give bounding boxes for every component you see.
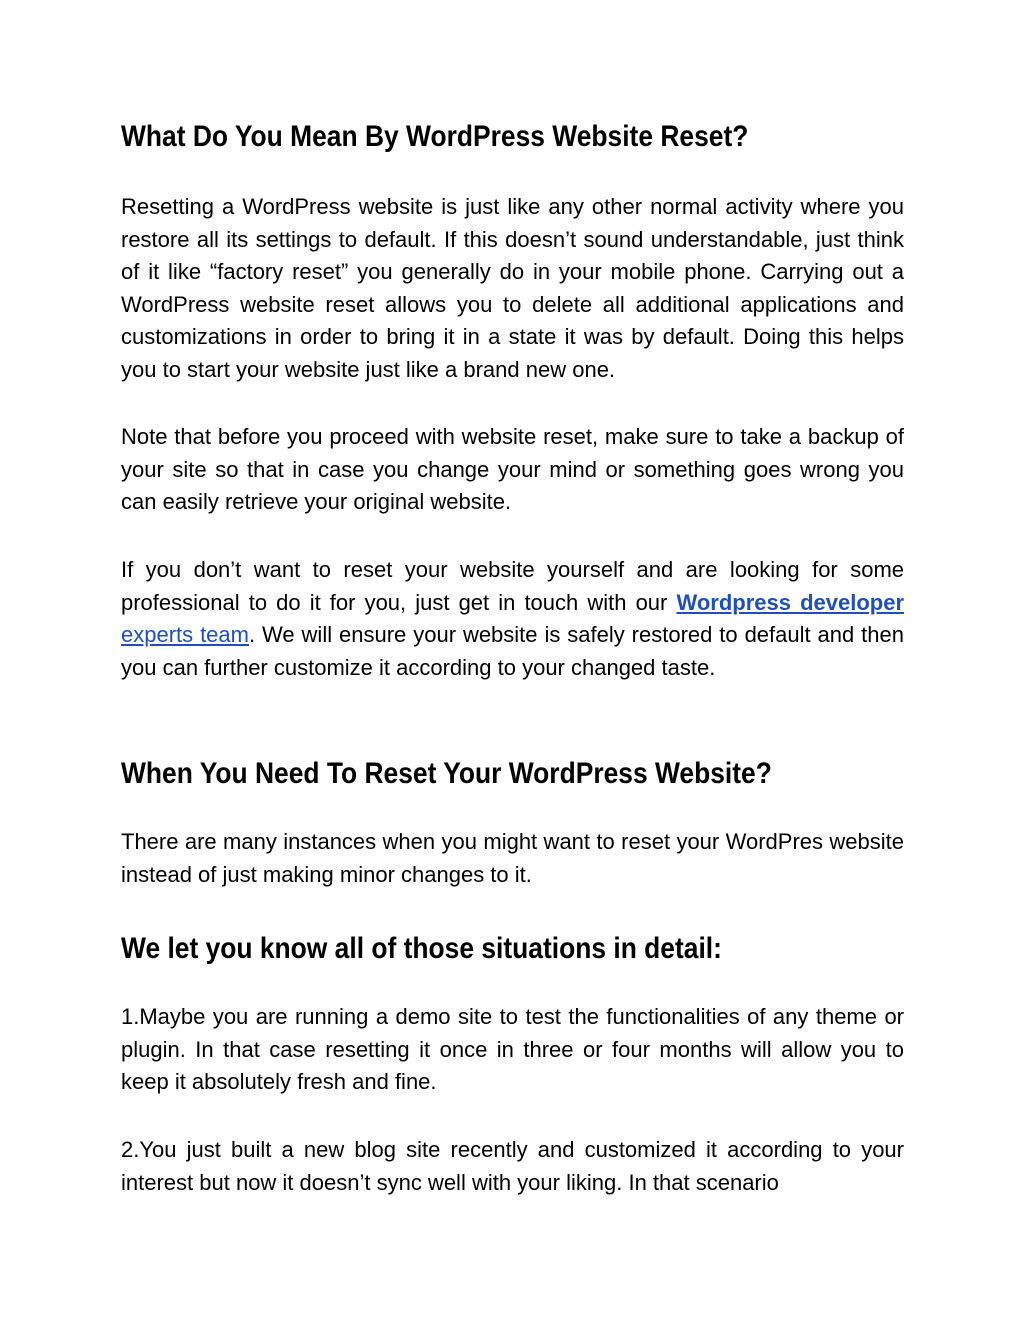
paragraph-reset-definition: Resetting a WordPress website is just like any other normal activity where you restore all its settings to default. If this doesn’t sound understandable, just think of it like “factory reset” you generally do in your mobile phone. Carrying out a WordPress website reset allows you to delete all additional applications and customizations in order to bring it in a state it was by default. Doing this helps you to start your website just like a brand new one. <box>121 194 904 382</box>
paragraph-instances: There are many instances when you might want to reset your WordPres website instead of just making minor changes to it. <box>121 829 904 887</box>
heading-what-is-reset: What Do You Mean By WordPress Website Reset? <box>121 120 749 153</box>
experts-team-link[interactable]: experts team <box>121 622 249 648</box>
paragraph-text: . We will ensure your website is safely restored to default and then you can further customize it according to your changed taste. <box>121 622 904 680</box>
paragraph-developer-contact <box>121 554 904 684</box>
paragraph-backup-note: Note that before you proceed with website reset, make sure to take a backup of your site so that in case you change your mind or something goes wrong you can easily retrieve your original website. <box>121 424 904 515</box>
heading-when-to-reset: When You Need To Reset Your WordPress Website? <box>121 757 772 790</box>
wordpress-developer-link[interactable]: Wordpress developer <box>676 589 905 615</box>
paragraph-text: If you don’t want to reset your website yourself and are looking for some professional to do it for you, just get in touch with our <box>121 557 904 615</box>
paragraph-situation-1: 1.Maybe you are running a demo site to test the functionalities of any theme or plugin. In that case resetting it once in three or four months will allow you to keep it absolutely fresh and fine. <box>121 1004 904 1095</box>
paragraph-situation-2: 2.You just built a new blog site recently and customized it according to your interest but now it doesn’t sync well with your liking. In that scenario <box>121 1137 904 1195</box>
heading-situations: We let you know all of those situations in detail: <box>121 932 722 965</box>
